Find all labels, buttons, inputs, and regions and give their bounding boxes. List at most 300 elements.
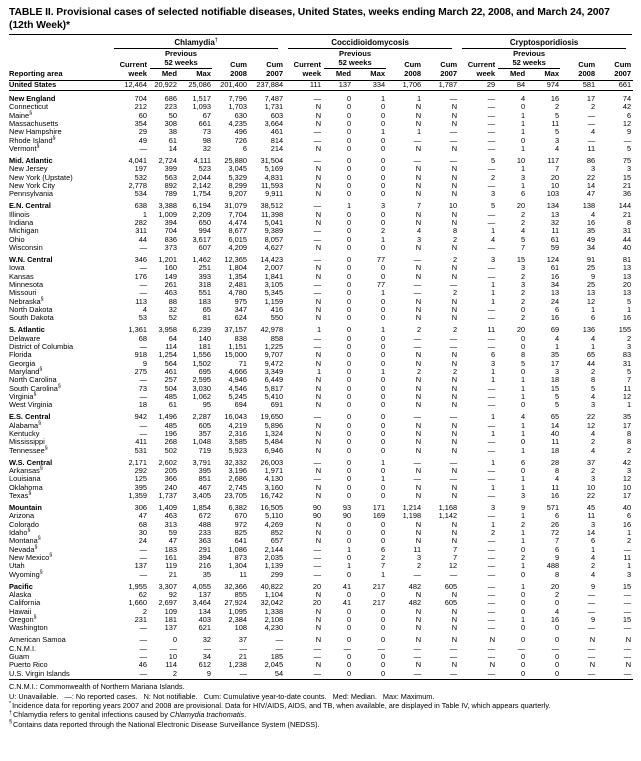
value-cell: 918	[134, 350, 147, 360]
value-cell: —	[285, 670, 323, 680]
area-cell: Utah	[9, 561, 25, 571]
value-cell: 630	[234, 110, 247, 120]
value-cell: 461	[270, 127, 284, 137]
value-cell: 49	[586, 234, 596, 244]
value-cell: N	[315, 263, 322, 273]
value-cell: N	[415, 180, 422, 190]
value-cell: 942	[134, 412, 147, 422]
table-row	[9, 289, 633, 297]
value-cell: —	[487, 127, 496, 137]
value-cell: 789	[164, 189, 177, 199]
area-cell: Illinois	[9, 209, 30, 219]
weeks52-label: 52 weeks	[150, 58, 212, 69]
value-cell: 216	[198, 561, 211, 571]
value-cell: 0	[380, 383, 386, 393]
value-cell: 1	[521, 144, 526, 153]
value-cell: —	[313, 651, 322, 661]
week-label: week	[111, 69, 149, 80]
value-cell: N	[315, 482, 322, 492]
table-row	[9, 91, 633, 103]
value-cell: N	[315, 428, 322, 438]
value-cell: N	[415, 437, 422, 447]
value-cell: 16,505	[260, 502, 284, 512]
value-cell: 2	[521, 288, 526, 298]
value-cell: N	[315, 375, 322, 385]
group-chlamydia: Chlamydia†	[111, 38, 285, 49]
value-cell: 6	[627, 110, 632, 120]
value-cell: —	[449, 333, 458, 343]
value-cell: N	[415, 383, 422, 393]
area-cell: E.S. Central	[9, 412, 51, 422]
value-cell: 44	[586, 358, 596, 368]
value-cell: N	[451, 217, 458, 227]
value-cell: —	[313, 544, 322, 554]
table-row	[9, 579, 633, 591]
value-cell: 638	[134, 201, 147, 211]
value-cell: N	[315, 527, 322, 537]
group-coccidioidomycosis: Coccidioidomycosis	[285, 38, 459, 49]
value-cell: 0	[346, 474, 352, 484]
value-cell: N	[415, 589, 422, 599]
value-cell: 16	[622, 313, 632, 323]
area-cell: C.N.M.I.	[9, 643, 37, 653]
value-cell: —	[449, 474, 458, 484]
value-cell: 41	[342, 581, 352, 591]
value-cell: —	[413, 457, 422, 467]
area-cell: Guam	[9, 651, 30, 661]
value-cell: 5	[555, 400, 560, 410]
table-row	[9, 227, 633, 235]
cum-label: Cum	[266, 59, 284, 69]
value-cell: 1,731	[264, 102, 284, 112]
value-cell: 113	[135, 296, 147, 306]
value-cell: 8	[555, 465, 560, 475]
subheader-row	[9, 58, 633, 69]
value-cell: 3	[591, 519, 596, 529]
value-cell: 0	[346, 155, 352, 165]
value-cell: 2	[453, 288, 458, 298]
value-cell: 534	[134, 189, 147, 199]
value-cell: 9	[521, 502, 526, 512]
value-cell: 16	[622, 519, 632, 529]
value-cell: N	[451, 118, 458, 128]
value-cell: N	[315, 313, 322, 323]
value-cell: 488	[198, 519, 211, 529]
value-cell: N	[451, 437, 458, 447]
value-cell: —	[139, 263, 147, 273]
value-cell: 0	[555, 651, 560, 661]
value-cell: 892	[164, 180, 177, 190]
value-cell: N	[315, 209, 322, 219]
value-cell: —	[487, 445, 496, 455]
value-cell: 0	[346, 400, 352, 410]
max-label: Max	[527, 69, 561, 80]
table-row	[9, 562, 633, 570]
value-cell: 0	[346, 296, 352, 306]
value-cell: 2,108	[264, 614, 284, 624]
value-cell: 13	[622, 263, 632, 273]
value-cell: 0	[521, 465, 526, 475]
value-cell: 14	[550, 420, 560, 430]
value-cell: N	[415, 392, 422, 401]
value-cell: 7	[453, 544, 458, 554]
value-cell: 5,817	[264, 383, 284, 393]
value-cell: 42	[622, 102, 632, 112]
value-cell: 21	[238, 651, 247, 661]
value-cell: 2	[627, 333, 632, 343]
value-cell: 6	[242, 144, 247, 153]
value-cell: 2	[453, 366, 458, 376]
value-cell: N	[315, 164, 322, 174]
value-cell: 119	[165, 561, 177, 571]
value-cell: —	[313, 226, 322, 236]
value-cell: 2	[521, 271, 526, 281]
value-cell: 2	[627, 445, 632, 455]
value-cell: 16	[550, 490, 560, 500]
area-cell: Georgia	[9, 358, 36, 368]
value-cell: 34	[202, 651, 211, 661]
value-cell: 0	[346, 490, 352, 500]
value-cell: 251	[198, 263, 211, 273]
value-cell: 86	[586, 155, 596, 165]
value-cell: —	[313, 234, 322, 244]
area-cell: Tennessee§	[9, 445, 48, 455]
table-row	[9, 273, 633, 281]
value-cell: 1	[521, 118, 526, 128]
value-cell: —	[587, 606, 596, 616]
value-cell: 201,400	[213, 80, 249, 91]
table-row	[9, 174, 633, 182]
table-row	[9, 645, 633, 653]
area-cell: New York City	[9, 180, 56, 190]
value-cell: 69	[550, 325, 560, 335]
value-cell: 2,384	[228, 614, 247, 624]
value-cell: 0	[346, 552, 352, 562]
value-cell: 7	[453, 552, 458, 562]
table-row	[9, 145, 633, 153]
value-cell: —	[587, 589, 596, 599]
value-cell: 4,627	[264, 242, 284, 252]
value-cell: 974	[527, 80, 561, 91]
value-cell: 11,593	[261, 180, 284, 190]
value-cell: 3,196	[228, 465, 247, 475]
value-cell: 16	[586, 217, 596, 227]
value-cell: 395	[134, 482, 147, 492]
value-cell: 0	[555, 598, 560, 608]
value-cell: 3,307	[158, 581, 177, 591]
value-cell: 3,405	[192, 490, 211, 500]
value-cell: 67	[202, 110, 211, 120]
table-row	[9, 546, 633, 554]
value-cell: 25,880	[224, 155, 247, 165]
value-cell: 149	[164, 271, 177, 281]
value-cell: 532	[134, 172, 147, 182]
value-cell: N	[415, 660, 422, 670]
value-cell: N	[451, 110, 458, 120]
value-cell: 108	[234, 623, 247, 633]
value-cell: —	[487, 242, 496, 252]
value-cell: N	[315, 102, 322, 112]
value-cell: 0	[521, 366, 526, 376]
value-cell: 0	[521, 660, 526, 670]
value-cell: 15	[622, 614, 632, 624]
value-cell: 137	[134, 561, 147, 571]
value-cell: 31	[622, 358, 632, 368]
value-cell: 31	[622, 226, 632, 236]
value-cell: 17	[622, 420, 632, 430]
value-cell: N	[451, 400, 458, 410]
cum-label: Cum	[440, 59, 458, 69]
value-cell: 134	[546, 201, 560, 211]
value-cell: 0	[380, 313, 386, 323]
value-cell: —	[139, 623, 147, 633]
value-cell: 19,650	[260, 412, 284, 422]
value-cell: N	[315, 635, 322, 645]
value-cell: 0	[380, 536, 386, 546]
value-cell: 35	[550, 350, 560, 360]
value-cell: 47	[168, 536, 177, 546]
value-cell: 0	[346, 279, 352, 289]
value-cell: 605	[198, 420, 211, 430]
value-cell: 9,389	[264, 226, 284, 236]
area-cell: Wisconsin	[9, 242, 43, 252]
value-cell: 73	[202, 127, 211, 137]
value-cell: 0	[380, 623, 386, 633]
value-cell: 7	[627, 375, 632, 385]
value-cell: 11	[551, 118, 560, 128]
value-cell: 1,359	[128, 490, 147, 500]
value-cell: —	[449, 569, 458, 579]
value-cell: 416	[270, 304, 284, 314]
value-cell: 3,388	[158, 201, 177, 211]
footnotes	[9, 682, 632, 728]
med-label: Med	[497, 69, 527, 80]
value-cell: 111	[285, 80, 323, 91]
value-cell: 137	[323, 80, 353, 91]
table-row	[9, 219, 633, 227]
value-cell: 3	[521, 279, 526, 289]
value-cell: 3,585	[228, 437, 247, 447]
value-cell: 851	[198, 474, 211, 484]
weeks52-label: 52 weeks	[324, 58, 386, 69]
value-cell: 0	[346, 569, 352, 579]
value-cell: 161	[164, 552, 177, 562]
value-cell: 2	[416, 561, 422, 571]
value-cell: 0	[380, 490, 386, 500]
value-cell: 2	[627, 536, 632, 546]
year-2008-label: 2008	[213, 69, 249, 80]
value-cell: N	[415, 217, 422, 227]
value-cell: 9,207	[228, 189, 247, 199]
table-row	[9, 616, 633, 624]
value-cell: 7	[555, 164, 560, 174]
table-row	[9, 512, 633, 520]
value-cell: 3,664	[264, 118, 284, 128]
value-cell: 0	[380, 333, 386, 343]
area-cell: Arkansas§	[9, 465, 43, 475]
value-cell: 61	[550, 234, 560, 244]
value-cell: 5,896	[264, 420, 284, 430]
value-cell: 0	[380, 164, 386, 174]
value-cell: 4	[591, 552, 596, 562]
value-cell: 9,911	[265, 189, 284, 199]
value-cell: N	[415, 358, 422, 368]
value-cell: —	[313, 155, 322, 165]
value-cell: 32	[202, 144, 211, 153]
value-cell: N	[451, 383, 458, 393]
value-cell: 0	[521, 102, 526, 112]
value-cell: 14,423	[260, 254, 284, 264]
value-cell: 10	[516, 155, 526, 165]
value-cell: 2,686	[228, 474, 247, 484]
value-cell: 0	[346, 482, 352, 492]
reporting-area-label: Reporting area	[9, 69, 111, 80]
value-cell: 3	[521, 490, 526, 500]
value-cell: 32,366	[224, 581, 247, 591]
value-cell: 2,316	[228, 428, 247, 438]
value-cell: —	[313, 561, 322, 571]
value-cell: 140	[198, 333, 211, 343]
med-label: Med	[149, 69, 179, 80]
value-cell: 4,130	[264, 474, 284, 484]
cum-label: Cum	[230, 59, 247, 69]
value-cell: N	[415, 271, 422, 281]
value-cell: 6,194	[192, 201, 211, 211]
value-cell: 4	[591, 127, 596, 137]
value-cell: 0	[521, 400, 526, 410]
surveillance-table	[9, 38, 633, 680]
value-cell: 1	[491, 279, 496, 289]
value-cell: N	[451, 102, 458, 112]
area-cell: W.N. Central	[9, 254, 53, 264]
value-cell: 1	[142, 209, 147, 219]
value-cell: —	[487, 569, 496, 579]
area-cell: New York (Upstate)	[9, 172, 73, 182]
value-cell: 0	[380, 465, 386, 475]
value-cell: 3,105	[264, 279, 284, 289]
value-cell: 40	[550, 428, 560, 438]
group-cryptosporidiosis: Cryptosporidiosis	[459, 38, 633, 49]
value-cell: 1	[627, 304, 632, 314]
value-cell: —	[487, 536, 496, 546]
table-row	[9, 182, 633, 190]
value-cell: —	[413, 412, 422, 422]
value-cell: 0	[521, 135, 526, 145]
value-cell: 2,044	[192, 172, 211, 182]
value-cell: 0	[521, 544, 526, 554]
value-cell: 1	[491, 457, 496, 467]
value-cell: 8,299	[228, 180, 247, 190]
area-cell: Maine§	[9, 110, 33, 120]
value-cell: 31,079	[224, 201, 247, 211]
value-cell: 8,057	[264, 234, 284, 244]
value-cell: 4	[591, 428, 596, 438]
value-cell: N	[625, 635, 632, 645]
value-cell: 2,697	[158, 598, 177, 608]
value-cell: —	[487, 511, 496, 521]
value-cell: 0	[346, 189, 352, 199]
value-cell: 59	[550, 242, 560, 252]
value-cell: 855	[234, 589, 247, 599]
table-row	[9, 153, 633, 165]
value-cell: —	[587, 623, 596, 633]
value-cell: 1,048	[192, 437, 211, 447]
value-cell: 5,245	[228, 392, 247, 401]
max-label: Max	[179, 69, 213, 80]
table-row	[9, 112, 633, 120]
value-cell: N	[315, 660, 322, 670]
value-cell: 4	[591, 445, 596, 455]
value-cell: 5	[555, 127, 560, 137]
value-cell: 1,804	[228, 263, 247, 273]
year-2008-label: 2008	[561, 69, 597, 80]
value-cell: 0	[497, 670, 527, 680]
value-cell: N	[315, 437, 322, 447]
value-cell: —	[623, 544, 632, 554]
value-cell: N	[315, 606, 322, 616]
value-cell: N	[315, 271, 322, 281]
value-cell: 60	[138, 110, 147, 120]
value-cell: 1	[521, 428, 526, 438]
value-cell: —	[449, 155, 458, 165]
value-cell: 137	[164, 623, 177, 633]
value-cell: 37,157	[224, 325, 247, 335]
value-cell: 814	[270, 135, 284, 145]
area-cell: Kentucky	[9, 428, 40, 438]
value-cell: 0	[521, 589, 526, 599]
value-cell: —	[587, 118, 596, 128]
max-label: Max	[353, 69, 387, 80]
value-cell: 1,324	[264, 428, 284, 438]
value-cell: 612	[198, 660, 211, 670]
value-cell: 695	[198, 366, 211, 376]
value-cell: N	[415, 313, 422, 323]
value-cell: 114	[165, 341, 177, 351]
value-cell: 4	[591, 209, 596, 219]
table-row	[9, 599, 633, 607]
table-row	[9, 323, 633, 335]
value-cell: 11,398	[261, 209, 284, 219]
value-cell: 661	[198, 118, 211, 128]
value-cell: 1,841	[264, 271, 284, 281]
table-row	[9, 401, 633, 409]
value-cell: 2,745	[228, 482, 247, 492]
value-cell: 1	[521, 383, 526, 393]
table-row	[9, 438, 633, 446]
value-cell: 3	[491, 189, 496, 199]
value-cell: —	[623, 598, 632, 608]
value-cell: —	[413, 135, 422, 145]
table-row	[9, 385, 633, 393]
value-cell: —	[449, 341, 458, 351]
value-cell: 3	[521, 263, 526, 273]
value-cell: —	[313, 474, 322, 484]
value-cell: 3,160	[264, 482, 284, 492]
value-cell: 1,093	[192, 102, 211, 112]
value-cell: 394	[164, 217, 177, 227]
area-cell: Colorado	[9, 519, 39, 529]
value-cell: 395	[198, 465, 211, 475]
value-cell: N	[415, 428, 422, 438]
value-cell: N	[415, 482, 422, 492]
value-cell: —	[487, 651, 496, 661]
table-row	[9, 529, 633, 537]
value-cell: 3	[380, 201, 386, 211]
value-cell: N	[315, 383, 322, 393]
value-cell: 2	[591, 102, 596, 112]
value-cell: 0	[521, 635, 526, 645]
value-cell: N	[315, 296, 322, 306]
